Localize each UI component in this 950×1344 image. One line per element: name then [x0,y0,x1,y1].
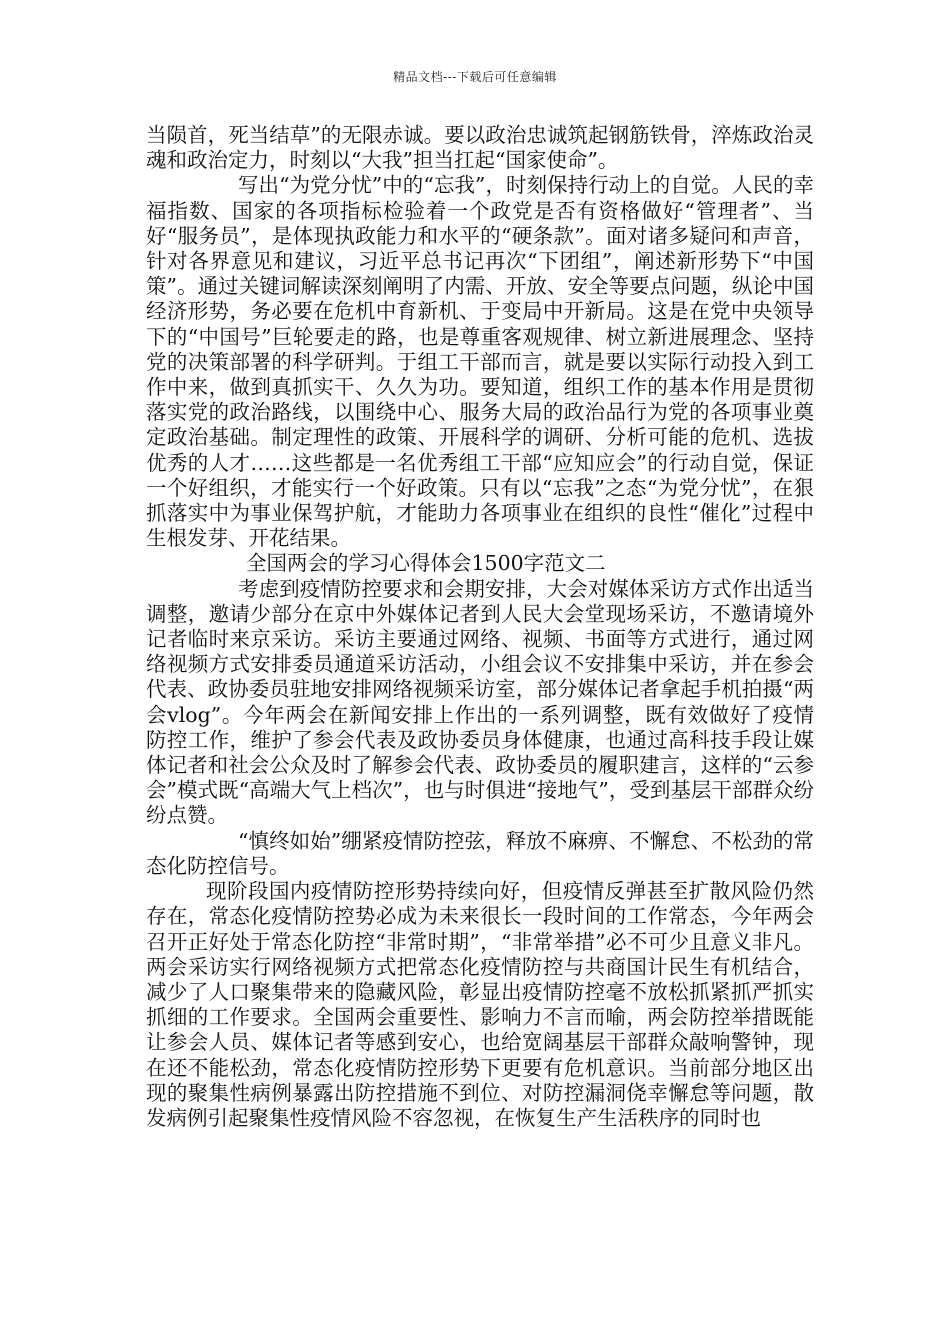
document-body [146,123,814,1131]
paragraph: 写出“为党分忧”中的“忘我”，时刻保持行动上的自觉。人民的幸福指数、国家的各项指标检验着一个政党是否有资格做好“管理者”、当好“服务员”，是体现执政能力和水平的“硬条款”。面对诸多疑问和声音，针对各界意见和建议，习近平总书记再次“下团组”，阐述新形势下“中国策”。通过关键词解读深刻阐明了内需、开放、安全等要点问题，纵论中国经济形势，务必要在危机中育新机、于变局中开新局。这是在党中央领导下的“中国号”巨轮要走的路，也是尊重客观规律、树立新进展理念、坚持党的决策部署的科学研判。于组工干部而言，就是要以实际行动投入到工作中来，做到真抓实干、久久为功。要知道，组织工作的基本作用是贯彻落实党的政治路线，以围绕中心、服务大局的政治品行为党的各项事业奠定政治基础。制定理性的政策、开展科学的调研、分析可能的危机、选拔优秀的人才……这些都是一名优秀组工干部“应知应会”的行动自觉，保证一个好组织，才能实行一个好政策。只有以“忘我”之态“为党分忧”，在狠抓落实中为事业保驾护航，才能助力各项事业在组织的良性“催化”过程中生根发芽、开花结果。 [146,173,814,551]
page-header: 精品文档---下载后可任意编辑 [393,70,557,84]
paragraph: 现阶段国内疫情防控形势持续向好，但疫情反弹甚至扩散风险仍然存在，常态化疫情防控势必成为未来很长一段时间的工作常态，今年两会召开正好处于常态化防控“非常时期”，“非常举措”必不可少且意义非凡。两会采访实行网络视频方式把常态化疫情防控与共商国计民生有机结合，减少了人口聚集带来的隐藏风险，彰显出疫情防控毫不放松抓紧抓严抓实抓细的工作要求。全国两会重要性、影响力不言而喻，两会防控举措既能让参会人员、媒体记者等感到安心，也给宽阔基层干部群众敲响警钟，现在还不能松劲，常态化疫情防控形势下更要有危机意识。当前部分地区出现的聚集性病例暴露出防控措施不到位、对防控漏洞侥幸懈怠等问题，散发病例引起聚集性疫情风险不容忽视，在恢复生产生活秩序的同时也 [146,879,814,1130]
section-heading: 全国两会的学习心得体会1500字范文二 [246,551,606,576]
paragraph: 考虑到疫情防控要求和会期安排，大会对媒体采访方式作出适当调整，邀请少部分在京中外媒体记者到人民大会堂现场采访，不邀请境外记者临时来京采访。采访主要通过网络、视频、书面等方式进行，通过网络视频方式安排委员通道采访活动，小组会议不安排集中采访，并在参会代表、政协委员驻地安排网络视频采访室，部分媒体记者拿起手机拍摄“两会vlog”。今年两会在新闻安排上作出的一系列调整，既有效做好了疫情防控工作，维护了参会代表及政协委员身体健康，也通过高科技手段让媒体记者和社会公众及时了解参会代表、政协委员的履职建言，这样的“云参会”模式既“高端大气上档次”，也与时俱进“接地气”，受到基层干部群众纷纷点赞。 [146,576,814,828]
paragraph: 当陨首，死当结草”的无限赤诚。要以政治忠诚筑起钢筋铁骨，淬炼政治灵魂和政治定力，时刻以“大我”担当扛起“国家使命”。 [146,123,814,173]
paragraph: “慎终如始”绷紧疫情防控弦，释放不麻痹、不懈怠、不松劲的常态化防控信号。 [146,828,814,878]
